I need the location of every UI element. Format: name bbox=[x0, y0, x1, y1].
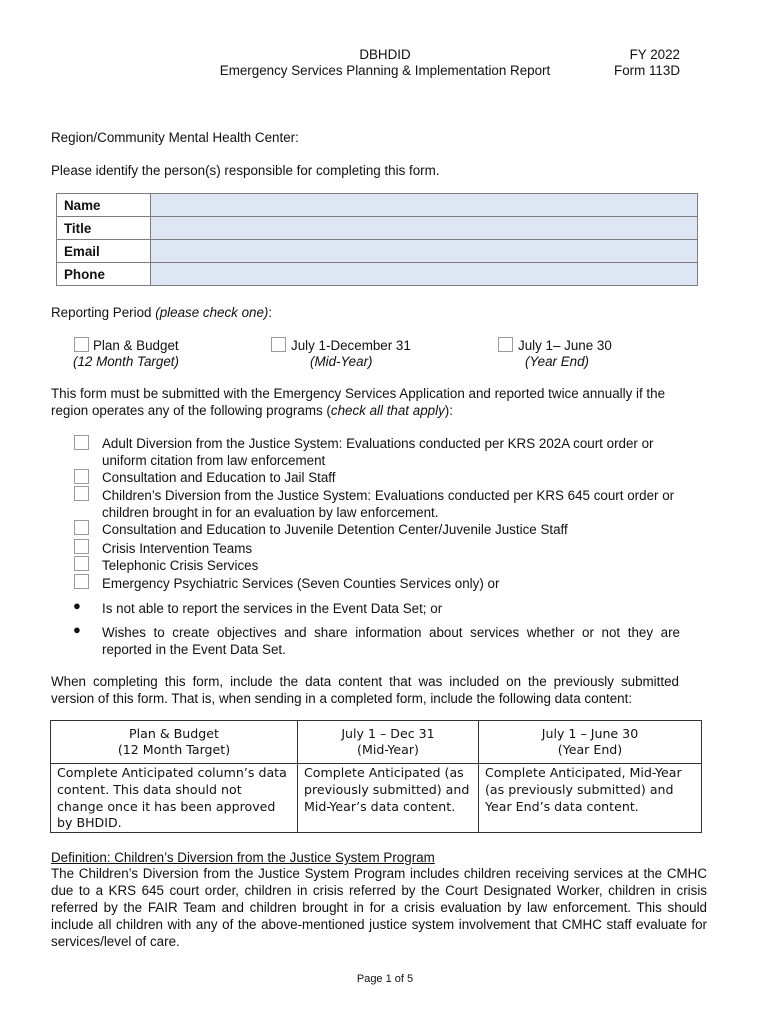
reporting-period-text: Reporting Period bbox=[51, 305, 152, 320]
reporting-period-label bbox=[51, 304, 272, 321]
program-label-adult-diversion: Adult Diversion from the Justice System: Evaluations conducted per KRS 202A court order or uniform citation from law enforcement bbox=[102, 436, 654, 468]
mid-year-checkbox[interactable] bbox=[271, 337, 286, 352]
name-label: Name bbox=[57, 194, 151, 217]
reporting-period-suffix: : bbox=[268, 305, 273, 320]
table-row bbox=[51, 764, 702, 833]
name-field[interactable] bbox=[151, 194, 698, 217]
mid-year-label: July 1-December 31 bbox=[291, 338, 411, 353]
program-checkbox-childrens-diversion[interactable] bbox=[74, 486, 89, 501]
column-header-year-end: July 1 – June 30 (Year End) bbox=[479, 721, 702, 764]
program-checkbox-juvenile-detention[interactable] bbox=[74, 520, 89, 535]
plan-budget-sub: (12 Month Target) bbox=[73, 354, 179, 369]
year-end-sub: (Year End) bbox=[525, 354, 590, 369]
program-label-childrens-diversion: Children’s Diversion from the Justice System: Evaluations conducted per KRS 645 court order or children brought in for an evaluation by law enforcement. bbox=[102, 488, 675, 520]
year-end-checkbox[interactable] bbox=[498, 337, 513, 352]
bullet-icon: ● bbox=[73, 598, 81, 613]
title-field[interactable] bbox=[151, 217, 698, 240]
year-end-label: July 1– June 30 bbox=[518, 338, 612, 353]
email-label: Email bbox=[57, 240, 151, 263]
cell-plan-budget: Complete Anticipated column’s data content. This data should not change once it has been approved by BHDID. bbox=[51, 764, 298, 833]
identify-instructions: Please identify the person(s) responsible for completing this form. bbox=[51, 163, 440, 178]
program-checkbox-crisis-intervention[interactable] bbox=[74, 539, 89, 554]
table-header-row bbox=[51, 721, 702, 764]
fiscal-year: FY 2022 bbox=[629, 47, 680, 62]
page-header bbox=[0, 47, 770, 81]
table-row bbox=[57, 194, 698, 217]
cell-year-end: Complete Anticipated, Mid-Year (as previously submitted) and Year End’s data content. bbox=[479, 764, 702, 833]
table-row bbox=[57, 263, 698, 286]
report-title: Emergency Services Planning & Implementation Report bbox=[219, 63, 551, 78]
plan-budget-checkbox[interactable] bbox=[74, 337, 89, 352]
bullet-text-not-able: Is not able to report the services in the Event Data Set; or bbox=[102, 601, 443, 616]
program-checkbox-jail-staff[interactable] bbox=[74, 469, 89, 484]
page-number: Page 1 of 5 bbox=[356, 973, 414, 985]
plan-budget-label: Plan & Budget bbox=[93, 338, 179, 353]
definition-body: The Children’s Diversion from the Justice System Program includes children receiving services at the CMHC due to a KRS 645 court order, children in crisis referred by the Court Designated Worker, children in crisis referred by the FAIR Team and children brought in for a crisis evaluation by law enforcement. This should include all children with any of the above-mentioned justice system involvement that CMHC staff evaluate for services/level of care. bbox=[51, 866, 707, 949]
submission-paragraph bbox=[51, 385, 701, 419]
bullet-icon: ● bbox=[73, 622, 81, 637]
region-label: Region/Community Mental Health Center: bbox=[51, 130, 299, 145]
program-label-juvenile-detention: Consultation and Education to Juvenile Detention Center/Juvenile Justice Staff bbox=[102, 522, 568, 537]
email-field[interactable] bbox=[151, 240, 698, 263]
column-header-mid-year: July 1 – Dec 31 (Mid-Year) bbox=[298, 721, 479, 764]
program-label-telephonic: Telephonic Crisis Services bbox=[102, 558, 259, 573]
submission-text: This form must be submitted with the Emergency Services Application and reported twice annually if the region operates any of the following programs ( bbox=[51, 386, 666, 418]
mid-year-sub: (Mid-Year) bbox=[310, 354, 373, 369]
agency-name: DBHDID bbox=[359, 47, 411, 62]
definition-title: Definition: Children’s Diversion from the Justice System Program bbox=[51, 850, 435, 865]
program-checkbox-adult-diversion[interactable] bbox=[74, 435, 89, 450]
submission-hint: check all that apply bbox=[330, 403, 445, 418]
phone-field[interactable] bbox=[151, 263, 698, 286]
program-label-crisis-intervention: Crisis Intervention Teams bbox=[102, 541, 253, 556]
completing-paragraph: When completing this form, include the data content that was included on the previously submitted version of this form. That is, when sending in a completed form, include the following data content: bbox=[51, 674, 679, 706]
table-row bbox=[57, 217, 698, 240]
cell-mid-year: Complete Anticipated (as previously submitted) and Mid-Year’s data content. bbox=[298, 764, 479, 833]
bullet-text-objectives: Wishes to create objectives and share information about services whether or not they are reported in the Event Data Set. bbox=[102, 625, 680, 657]
program-label-jail-staff: Consultation and Education to Jail Staff bbox=[102, 470, 336, 485]
reporting-period-hint: (please check one) bbox=[155, 305, 269, 320]
program-checkbox-telephonic[interactable] bbox=[74, 556, 89, 571]
title-label: Title bbox=[57, 217, 151, 240]
table-row bbox=[57, 240, 698, 263]
program-checkbox-psychiatric[interactable] bbox=[74, 574, 89, 589]
phone-label: Phone bbox=[57, 263, 151, 286]
program-label-psychiatric: Emergency Psychiatric Services (Seven Counties Services only) or bbox=[102, 576, 500, 591]
submission-suffix: ): bbox=[444, 403, 453, 418]
form-number: Form 113D bbox=[614, 63, 680, 78]
data-content-table bbox=[50, 720, 702, 833]
column-header-plan-budget: Plan & Budget (12 Month Target) bbox=[51, 721, 298, 764]
responsible-person-table bbox=[56, 193, 698, 286]
